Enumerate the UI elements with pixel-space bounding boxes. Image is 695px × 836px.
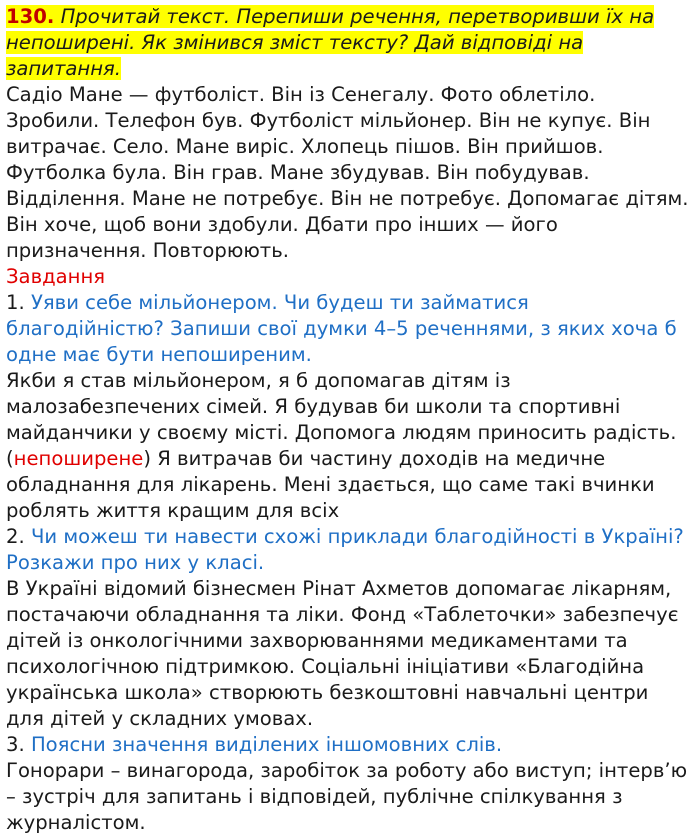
task-1-answer-after: ) Я витрачав би частину доходів на медичне обладнання для лікарень. Мені здається, що саме такі вчинки роблять життя кращим для всіх (6, 447, 655, 522)
answer-text: Садіо Мане — футболіст. Він із Сенегалу. Фото облетіло. Зробили. Телефон був. Футболіст мільйонер. Він не купує. Він витрачає. Село. Мане виріс. Хлопець пішов. Він прийшов. Футболка була. Він грав. Мане збудував. Він побудував. Відділення. Мане не потребує. Він не потребує. Допомагає дітям. Він хоче, щоб вони здобули. Дбати про інших — його призначення. Повторюють. (6, 83, 689, 262)
section-title: Завдання (6, 265, 106, 288)
task-1-question-line (6, 290, 689, 368)
exercise-number: 130. (6, 5, 55, 28)
task-1-number: 1. (6, 291, 25, 314)
task-2-question-line (6, 524, 689, 576)
task-2-number: 2. (6, 525, 25, 548)
task-1-answer-note: непоширене (13, 447, 144, 470)
task-3-number: 3. (6, 733, 25, 756)
task-1-question: Уяви себе мільйонером. Чи будеш ти займатися благодійністю? Запиши свої думки 4–5 реченнями, з яких хоча б одне має бути непоширеним. (6, 291, 677, 366)
task-2-answer: В Україні відомий бізнесмен Рінат Ахметов допомагає лікарням, постачаючи обладнання та ліки. Фонд «Таблеточки» забезпечує дітей із онкологічними захворюваннями медикаментами та психологічною підтримкою. Соціальні ініціативи «Благодійна українська школа» створюють безкоштовні навчальні центри для дітей у складних умовах. (6, 577, 679, 730)
task-3-answer: Гонорари – винагорода, заробіток за роботу або виступ; інтерв’ю – зустріч для запитань і відповідей, публічне спілкування з журналістом. (6, 759, 688, 834)
task-2-question: Чи можеш ти навести схожі приклади благодійності в Україні? Розкажи про них у класі. (6, 525, 684, 574)
task-1-answer (6, 368, 689, 524)
task-1-answer-before: Якби я став мільйонером, я б допомагав дітям із малозабезпечених сімей. Я будував би школи та спортивні майданчики у своєму місті. Допомога людям приносить радість. ( (6, 369, 677, 470)
task-3-question: Поясни значення виділених іншомовних слів. (30, 733, 503, 756)
exercise-instruction: Прочитай текст. Перепиши речення, перетворивши їх на непоширені. Як змінився зміст тексту? Дай відповіді на запитання. (6, 5, 655, 80)
task-3-question-line (6, 732, 689, 758)
exercise-heading (6, 4, 689, 82)
